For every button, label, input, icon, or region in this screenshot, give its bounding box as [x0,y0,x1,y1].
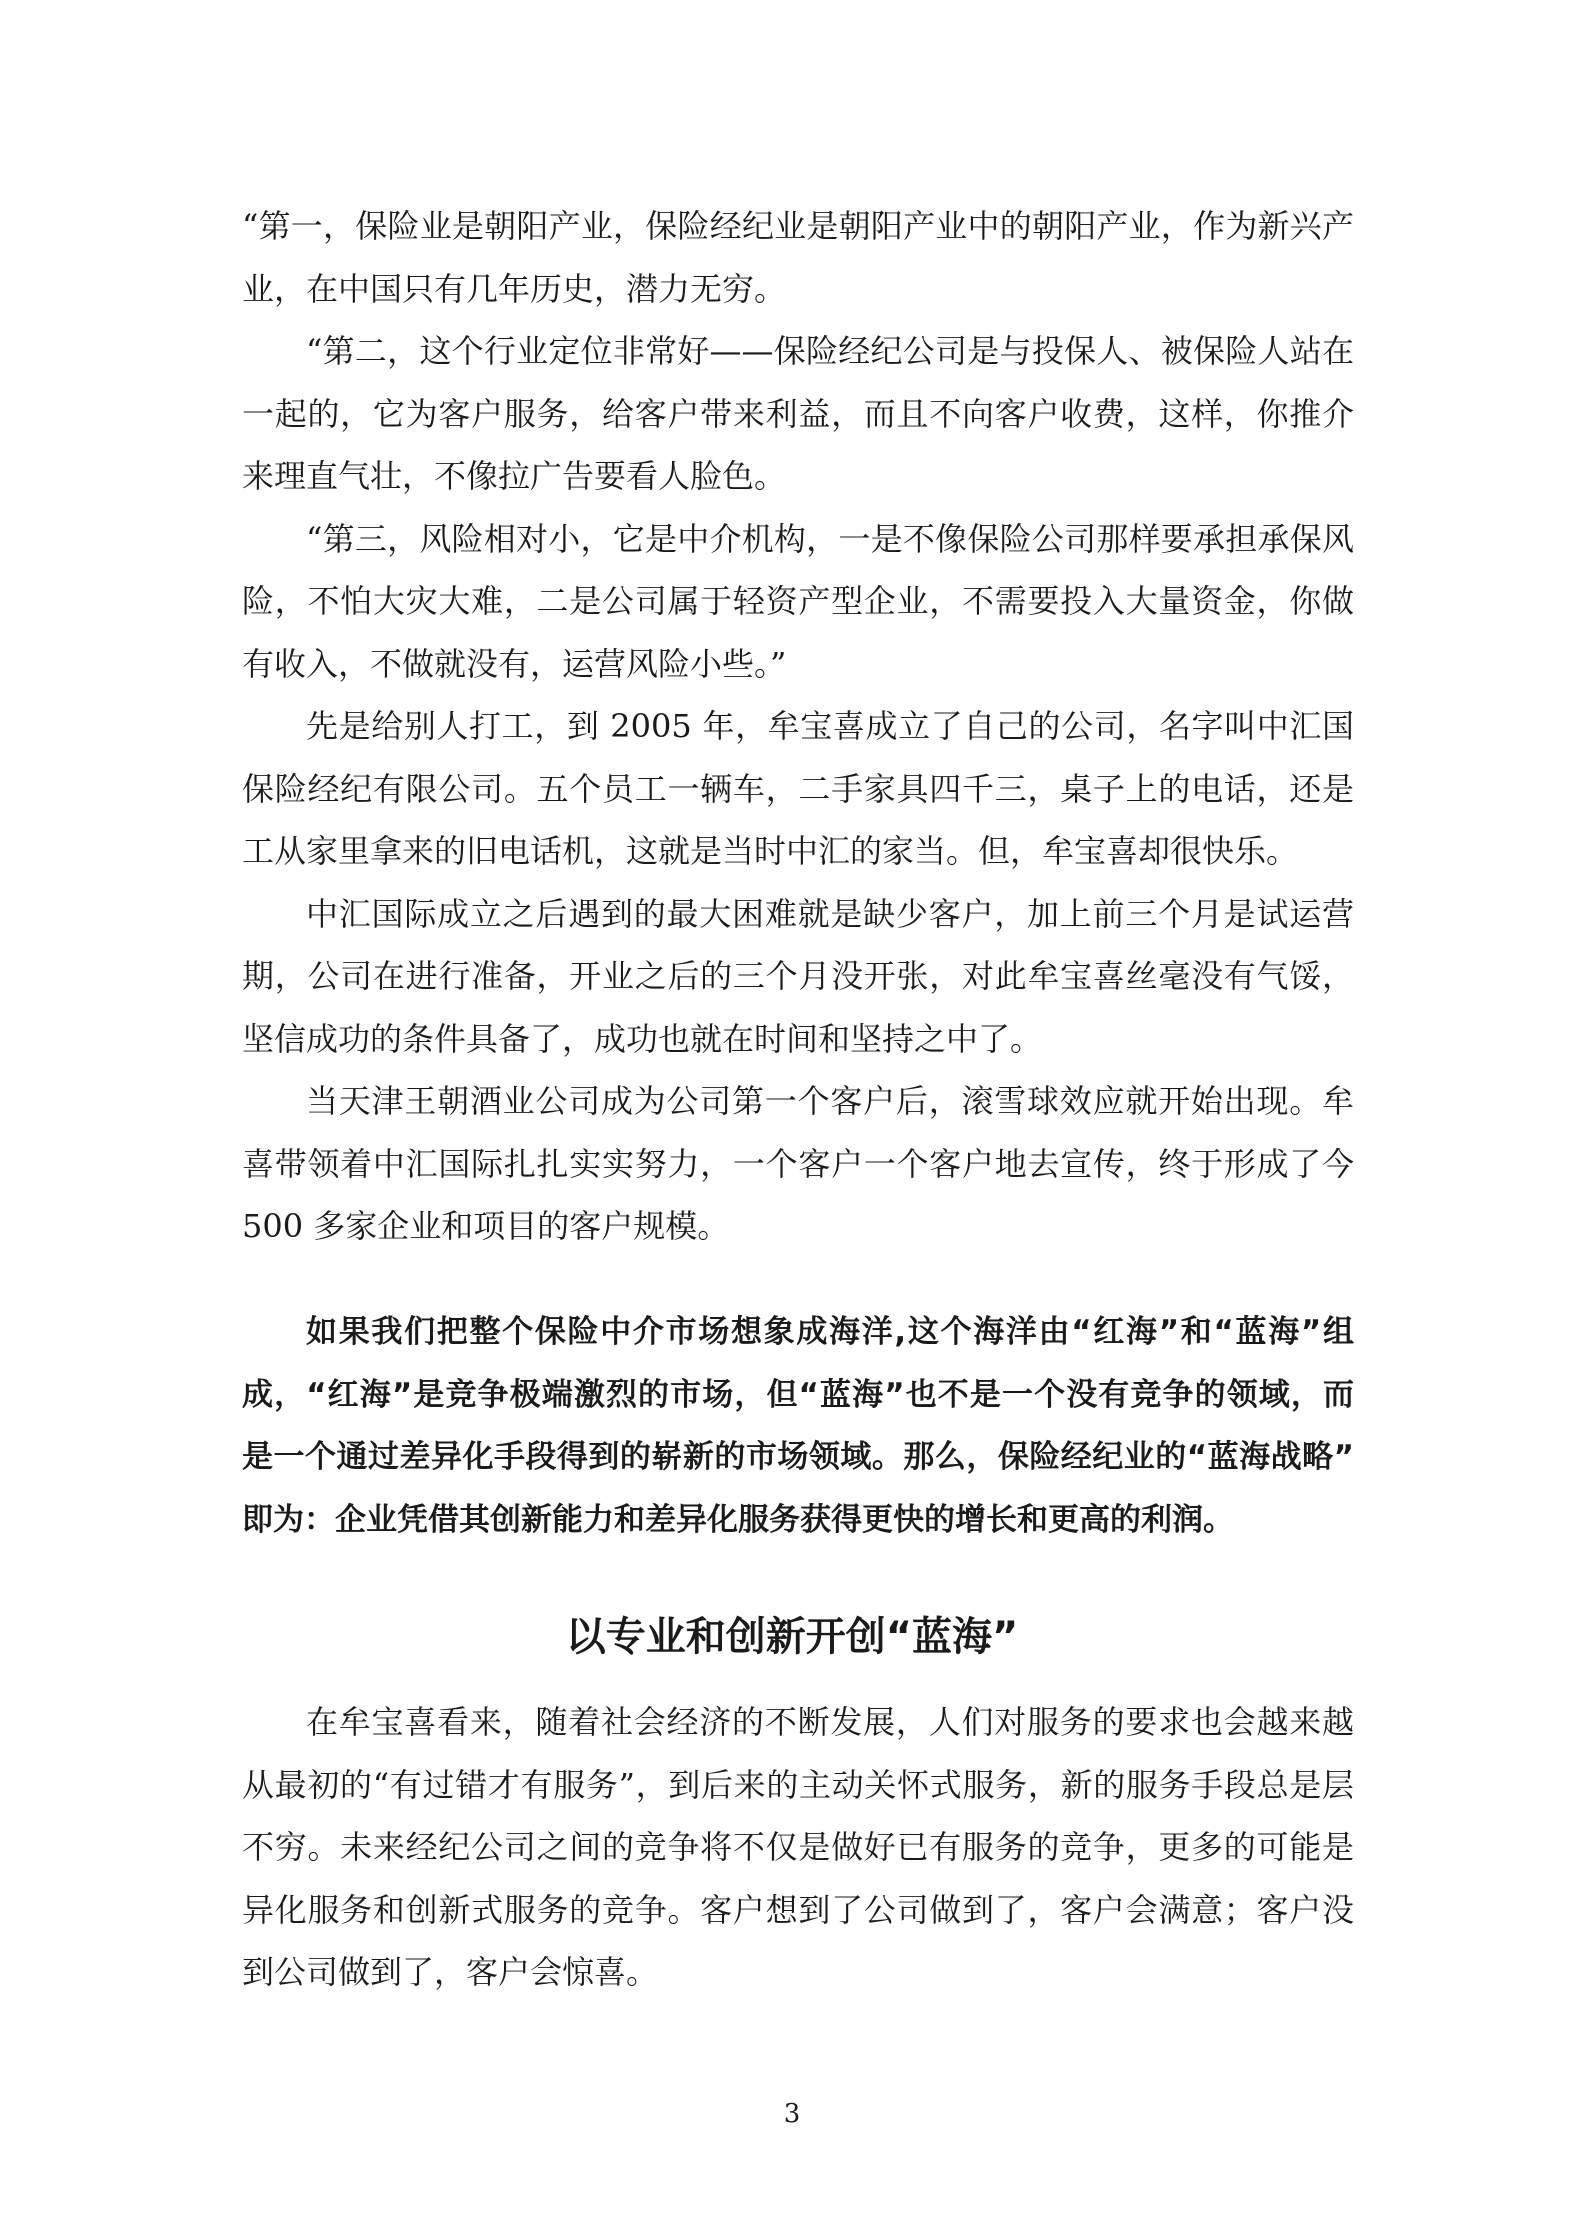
text-line: 即为：企业凭借其创新能力和差异化服务获得更快的增长和更高的利润。 [242,1501,1234,1538]
paragraph-first-point [242,195,1354,1258]
text-line: 异化服务和创新式服务的竞争。客户想到了公司做到了，客户会满意；客户没 [242,1890,1354,1929]
section-paragraph [242,1691,1354,2004]
text-line: 当天津王朝酒业公司成为公司第一个客户后，滚雪球效应就开始出现。牟 [306,1082,1354,1120]
text-line: 业，在中国只有几年历史，潜力无穷。 [242,269,787,308]
text-line: “第三，风险相对小，它是中介机构，一是不像保险公司那样要承担承保风 [306,519,1354,558]
text-line: 到公司做到了，客户会惊喜。 [242,1953,659,1991]
text-line: 在牟宝喜看来，随着社会经济的不断发展，人们对服务的要求也会越来越 [306,1703,1354,1741]
text-line: 来理直气壮，不像拉广告要看人脸色。 [242,457,787,495]
text-line: “第一，保险业是朝阳产业，保险经纪业是朝阳产业中的朝阳产业，作为新兴产 [242,207,1354,245]
text-line: 中汇国际成立之后遇到的最大困难就是缺少客户，加上前三个月是试运营 [306,894,1354,933]
text-line: 喜带领着中汇国际扎扎实实努力，一个客户一个客户地去宣传，终于形成了今 [242,1144,1354,1183]
section-heading: 以专业和创新开创“蓝海” [565,1614,1019,1660]
text-line: 成，“红海”是竞争极端激烈的市场，但“蓝海”也不是一个没有竞争的领域，而 [242,1376,1354,1413]
page-number: 3 [783,2099,801,2129]
text-line: 险，不怕大灾大难，二是公司属于轻资产型企业，不需要投入大量资金，你做 [242,582,1354,620]
text-line: 先是给别人打工，到 2005 年，牟宝喜成立了自己的公司，名字叫中汇国 [306,707,1354,745]
text-line: 工从家里拿来的旧电话机，这就是当时中汇的家当。但，牟宝喜却很快乐。 [242,832,1299,870]
text-line: 是一个通过差异化手段得到的崭新的市场领域。那么，保险经纪业的“蓝海战略” [242,1439,1354,1475]
text-line: 如果我们把整个保险中介市场想象成海洋,这个海洋由“红海”和“蓝海”组 [306,1314,1354,1350]
text-line: 期，公司在进行准备，开业之后的三个月没开张，对此牟宝喜丝毫没有气馁， [242,957,1354,995]
text-line: 500 多家企业和项目的客户规模。 [242,1207,730,1245]
text-line: 保险经纪有限公司。五个员工一辆车，二手家具四千三，桌子上的电话，还是 [242,769,1354,808]
text-line: 从最初的“有过错才有服务”，到后来的主动关怀式服务，新的服务手段总是层 [242,1765,1354,1804]
text-line: 有收入，不做就没有，运营风险小些。” [242,644,787,683]
text-line: 不穷。未来经纪公司之间的竞争将不仅是做好已有服务的竞争，更多的可能是 [242,1828,1354,1866]
text-line: 一起的，它为客户服务，给客户带来利益，而且不向客户收费，这样，你推介 [242,394,1354,433]
text-line: 坚信成功的条件具备了，成功也就在时间和坚持之中了。 [242,1019,1043,1058]
text-line: “第二，这个行业定位非常好——保险经纪公司是与投保人、被保险人站在 [306,332,1354,370]
highlight-paragraph [242,1301,1354,1551]
